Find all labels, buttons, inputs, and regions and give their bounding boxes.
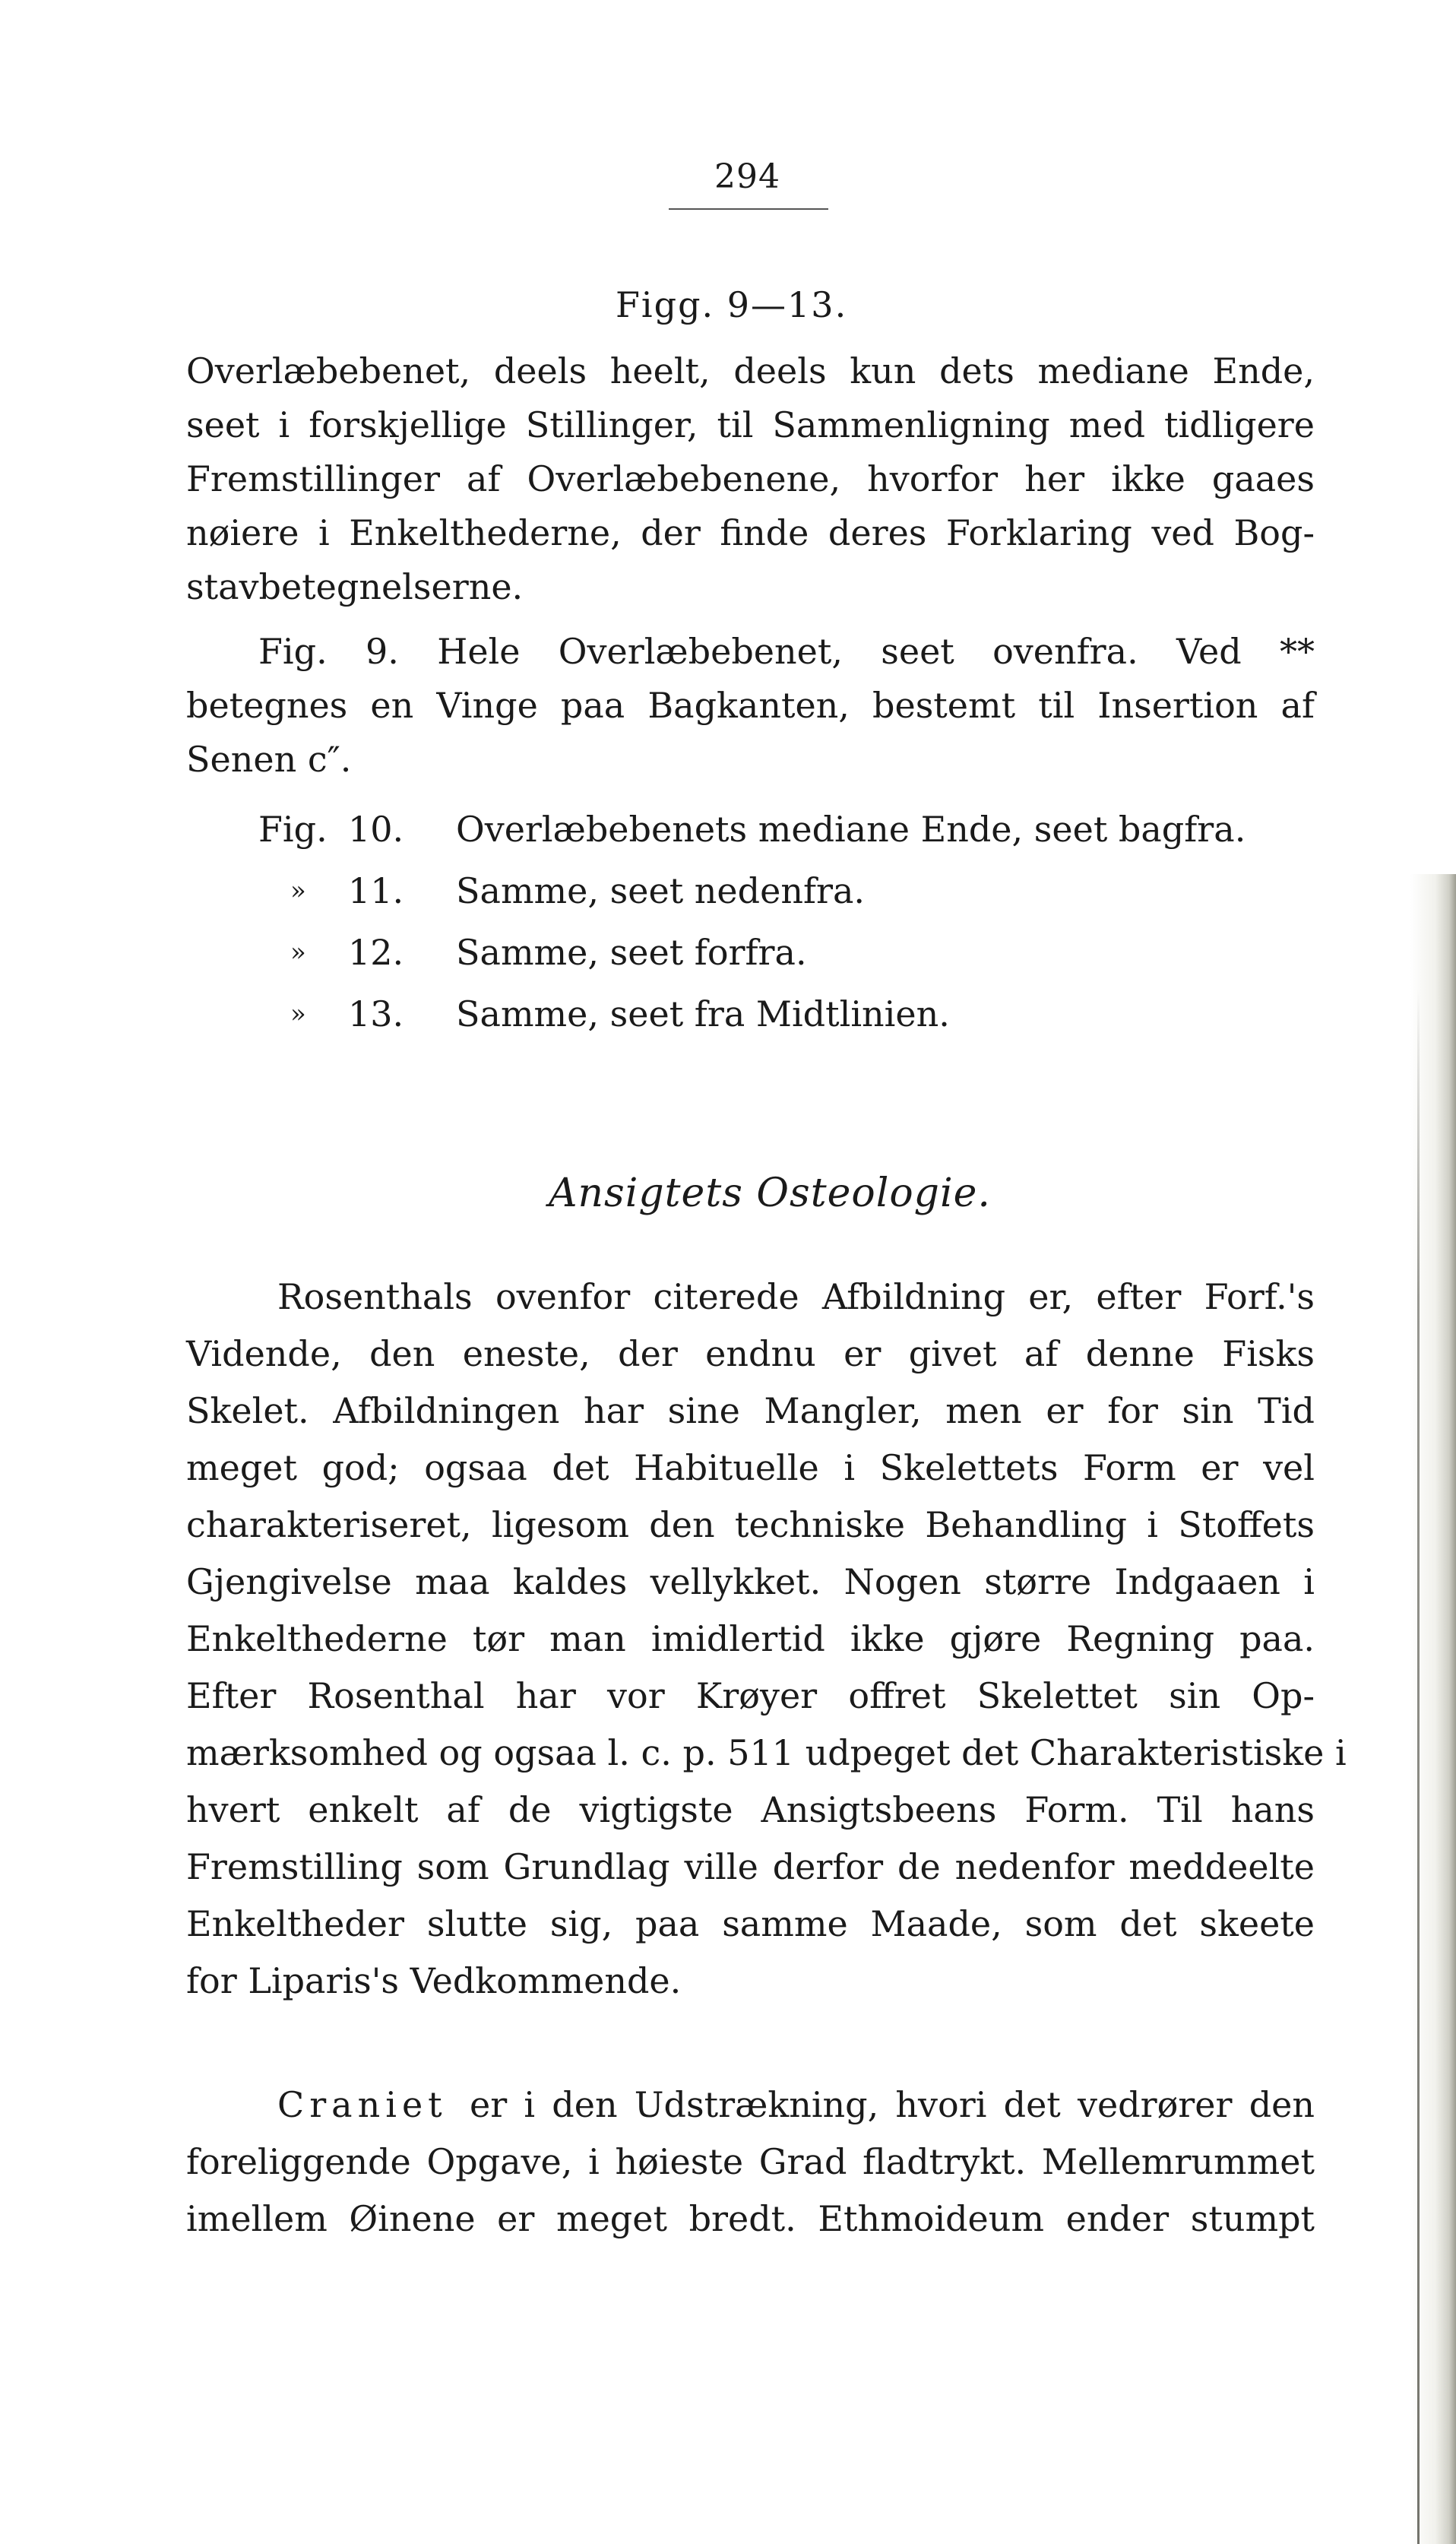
page-number: 294 [714,157,780,196]
ditto-mark: » [290,937,306,968]
intro-line: seet i forskjellige Stillinger, til Sammenligning med tidligere [186,404,1315,445]
intro-line: nøiere i Enkelthederne, der finde deres Forklaring ved Bog- [186,512,1315,553]
body-line: mærksomhed og ogsaa l. c. p. 511 udpeget det Charakteristiske i [186,1732,1347,1773]
fig-list-text: Overlæbebenets mediane Ende, seet bagfra. [456,809,1246,850]
body-line: for Liparis's Vedkommende. [186,1960,682,2001]
body-line: Enkeltheder slutte sig, paa samme Maade, som det skeete [186,1903,1315,1944]
fig-list-number: 13. [348,993,404,1034]
final-line: imellem Øinene er meget bredt. Ethmoideum ender stumpt [186,2198,1315,2239]
spaced-term [277,2083,448,2126]
body-line: Efter Rosenthal har vor Krøyer offret Skelettet sin Op- [186,1675,1315,1716]
fig-list-number: 11. [348,870,404,911]
page-number-rule [669,208,828,210]
body-line: Rosenthals ovenfor citerede Afbildning er, efter Forf.'s [277,1276,1315,1317]
body-line: meget god; ogsaa det Habituelle i Skelettets Form er vel [186,1447,1315,1488]
section-title: Ansigtets Osteologie. [549,1171,991,1216]
body-line: charakteriseret, ligesom den techniske Behandling i Stoffets [186,1504,1315,1545]
ditto-mark: » [290,876,306,906]
body-line: Fremstilling som Grundlag ville derfor de nedenfor meddeelte [186,1846,1315,1887]
final-line-rest: er i den Udstrækning, hvori det vedrører den [470,2084,1315,2125]
body-line: Vidende, den eneste, der endnu er givet af denne Fisks [186,1333,1315,1374]
intro-line: stavbetegnelserne. [186,566,524,607]
spaced-word: Craniet [277,2084,448,2125]
intro-line: Fremstillinger af Overlæbebenene, hvorfor her ikke gaaes [186,458,1315,499]
body-line: Gjengivelse maa kaldes vellykket. Nogen større Indgaaen i [186,1561,1315,1602]
fig9-line: Senen c″. [186,739,352,780]
body-line: Skelet. Afbildningen har sine Mangler, men er for sin Tid [186,1390,1315,1431]
fig-list-label: Fig. [258,809,328,850]
fig-list-text: Samme, seet nedenfra. [456,870,866,911]
body-line: Enkelthederne tør man imidlertid ikke gjøre Regning paa. [186,1618,1315,1659]
fig9-line: betegnes en Vinge paa Bagkanten, bestemt til Insertion af [186,685,1315,726]
binding-edge-line [1417,988,1420,2544]
fig-list-text: Samme, seet forfra. [456,932,807,973]
fig-list-text: Samme, seet fra Midtlinien. [456,993,950,1034]
figure-heading: Figg. 9—13. [616,284,848,325]
fig-list-number: 10. [348,809,404,850]
fig9-line: Fig. 9. Hele Overlæbebenet, seet ovenfra. Ved ** [258,631,1315,672]
fig-list-number: 12. [348,932,404,973]
intro-line: Overlæbebenet, deels heelt, deels kun dets mediane Ende, [186,350,1315,391]
body-line: hvert enkelt af de vigtigste Ansigtsbeens Form. Til hans [186,1789,1315,1830]
ditto-mark: » [290,999,306,1029]
final-line: foreliggende Opgave, i høieste Grad fladtrykt. Mellemrummet [186,2141,1315,2182]
